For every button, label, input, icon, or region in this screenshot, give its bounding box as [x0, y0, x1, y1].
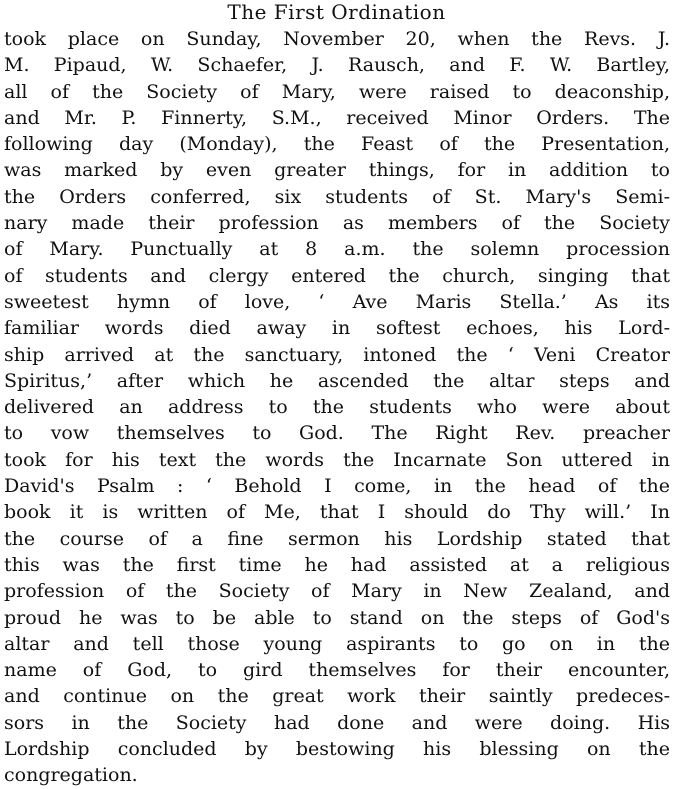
text-line: sweetest hymn of love, ‘ Ave Maris Stella.’ As its: [4, 290, 670, 313]
text-line: familiar words died away in softest echoes, his Lord-: [4, 317, 670, 340]
text-line: proud he was to be able to stand on the steps of God's: [4, 606, 670, 629]
text-line: delivered an address to the students who were about: [4, 396, 670, 419]
text-line: book it is written of Me, that I should do Thy will.’ In: [4, 501, 670, 524]
text-line: Spiritus,’ after which he ascended the altar steps and: [4, 369, 670, 392]
article-body: [4, 26, 670, 789]
text-line: the Orders conferred, six students of St. Mary's Semi-: [4, 185, 670, 208]
text-line: M. Pipaud, W. Schaefer, J. Rausch, and F. W. Bartley,: [4, 54, 670, 77]
text-line: name of God, to gird themselves for their encounter,: [4, 659, 670, 682]
text-line: this was the first time he had assisted at a religious: [4, 553, 670, 576]
text-line: and Mr. P. Finnerty, S.M., received Minor Orders. The: [4, 106, 670, 129]
text-line: of Mary. Punctually at 8 a.m. the solemn procession: [4, 238, 670, 261]
text-line: congregation.: [4, 764, 138, 787]
text-line: all of the Society of Mary, were raised to deaconship,: [4, 80, 670, 103]
text-line: took place on Sunday, November 20, when the Revs. J.: [4, 28, 670, 50]
text-line: sors in the Society had done and were doing. His: [4, 711, 670, 734]
text-line: the course of a fine sermon his Lordship stated that: [4, 527, 670, 550]
text-line: and continue on the great work their saintly predeces-: [4, 685, 670, 708]
text-line: ship arrived at the sanctuary, intoned the ‘ Veni Creator: [4, 343, 670, 366]
text-line: profession of the Society of Mary in New Zealand, and: [4, 580, 670, 603]
text-line: altar and tell those young aspirants to go on in the: [4, 632, 670, 655]
text-line: following day (Monday), the Feast of the Presentation,: [4, 133, 670, 156]
article-title: The First Ordination: [227, 0, 446, 24]
text-line: of students and clergy entered the church, singing that: [4, 264, 670, 287]
text-line: took for his text the words the Incarnate Son uttered in: [4, 448, 670, 471]
text-line: Lordship concluded by bestowing his blessing on the: [4, 738, 670, 761]
text-line: David's Psalm : ‘ Behold I come, in the head of the: [4, 475, 670, 498]
text-line: nary made their profession as members of the Society: [4, 212, 670, 235]
text-line: was marked by even greater things, for in addition to: [4, 159, 670, 182]
text-line: to vow themselves to God. The Right Rev. preacher: [4, 422, 670, 445]
